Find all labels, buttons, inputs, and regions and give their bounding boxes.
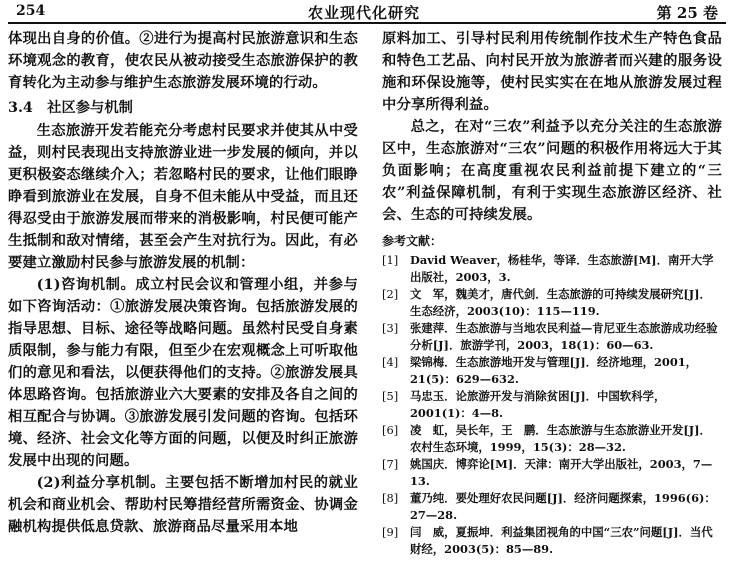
reference-item <box>382 490 722 524</box>
reference-item <box>382 286 722 320</box>
reference-item <box>382 422 722 456</box>
reference-text: 凌 虹，吴长年，王 鹏．生态旅游与生态旅游业开发[J]．农村生态环境，1999，15(3)：28—32. <box>410 423 711 454</box>
paragraph-continuation: 体现出自身的价值。②进行为提高村民旅游意识和生态环境观念的教育，使农民从被动接受生态旅游保护的教育转化为主动参与维护生态旅游发展环境的行动。 <box>8 31 358 91</box>
reference-number: [7] <box>382 457 399 471</box>
reference-text: 闫 威，夏振坤．利益集团视角的中国“三农”问题[J]．当代财经，2003(5)：85—89. <box>410 525 713 556</box>
references-title: 参考文献： <box>382 234 443 248</box>
reference-number: [5] <box>382 389 399 403</box>
reference-text: 董乃纯．要处理好农民问题[J]．经济问题探索，1996(6)：27—28. <box>410 491 716 522</box>
reference-item <box>382 320 722 354</box>
reference-text: 马忠玉．论旅游开发与消除贫困[J]．中国软科学，2001(1)：4—8. <box>410 389 666 420</box>
reference-text: 姚国庆．博弈论[M]．天津：南开大学出版社，2003，7—13. <box>410 457 713 488</box>
right-column <box>382 28 722 558</box>
reference-item <box>382 456 722 490</box>
paragraph-community: 生态旅游开发若能充分考虑村民要求并使其从中受益，则村民表现出支持旅游业进一步发展的倾向，并以更积极姿态继续介入；若忽略村民的要求，让他们眼睁睁看到旅游业在发展，自身不但未能从中受益，而且还得忍受由于旅游发展而带来的消极影响，村民便可能产生抵制和敌对情绪，甚至会产生对抗行为。因此，有必要建立激励村民参与旅游发展的机制： <box>8 123 358 271</box>
reference-number: [4] <box>382 355 399 369</box>
reference-text: 张建萍．生态旅游与当地农民利益—肯尼亚生态旅游成功经验分析[J]．旅游学刊，2003，18(1)：60—63. <box>410 321 718 352</box>
reference-number: [3] <box>382 321 399 335</box>
reference-number: [8] <box>382 491 399 505</box>
section-heading: 3.4 社区参与机制 <box>8 100 133 116</box>
references-list <box>382 252 722 558</box>
reference-number: [2] <box>382 287 399 301</box>
page-header <box>8 2 726 24</box>
left-column <box>8 28 358 538</box>
paragraph-continuation-right: 原料加工、引导村民利用传统制作技术生产特色食品和特色工艺品、向村民开放为旅游者而兴建的服务设施和环保设施等，使村民实实在在地从旅游发展过程中分享所得利益。 <box>382 31 722 113</box>
page-number: 254 <box>16 3 46 19</box>
reference-number: [6] <box>382 423 399 437</box>
reference-item <box>382 252 722 286</box>
reference-text: 文 军，魏美才，唐代剑．生态旅游的可持续发展研究[J]．生态经济，2003(10)：115—119. <box>410 287 711 318</box>
reference-item <box>382 354 722 388</box>
reference-text: David Weaver，杨桂华，等译．生态旅游[M]．南开大学出版社，2003，3. <box>410 253 714 284</box>
reference-item <box>382 524 722 558</box>
reference-item <box>382 388 722 422</box>
paragraph-benefit-sharing: (2)利益分享机制。主要包括不断增加村民的就业机会和商业机会、帮助村民筹措经营所需资金、协调金融机构提供低息贷款、旅游商品尽量采用本地 <box>8 475 358 535</box>
journal-title: 农业现代化研究 <box>308 4 421 22</box>
reference-number: [9] <box>382 525 399 539</box>
paragraph-conclusion: 总之，在对“三农”利益予以充分关注的生态旅游区中，生态旅游对“三农”问题的积极作用将远大于其负面影响；在高度重视农民利益前提下建立的“三农”利益保障机制，有利于实现生态旅游区经济、社会、生态的可持续发展。 <box>382 119 722 223</box>
volume-label: 第 25 卷 <box>656 4 718 22</box>
reference-text: 梁锦梅．生态旅游地开发与管理[J]．经济地理，2001，21(5)：629—632. <box>410 355 698 386</box>
paragraph-consultation: (1)咨询机制。成立村民会议和管理小组，并参与如下咨询活动：①旅游发展决策咨询。包括旅游发展的指导思想、目标、途径等战略问题。虽然村民受自身素质限制，参与能力有限，但至少在宏观概念上可听取他们的意见和看法，以便获得他们的支持。②旅游发展具体思路咨询。包括旅游业六大要素的安排及各自之间的相互配合与协调。③旅游发展引发问题的咨询。包括环境、经济、社会文化等方面的问题，以便及时纠正旅游发展中出现的问题。 <box>8 277 358 469</box>
reference-number: [1] <box>382 253 399 267</box>
